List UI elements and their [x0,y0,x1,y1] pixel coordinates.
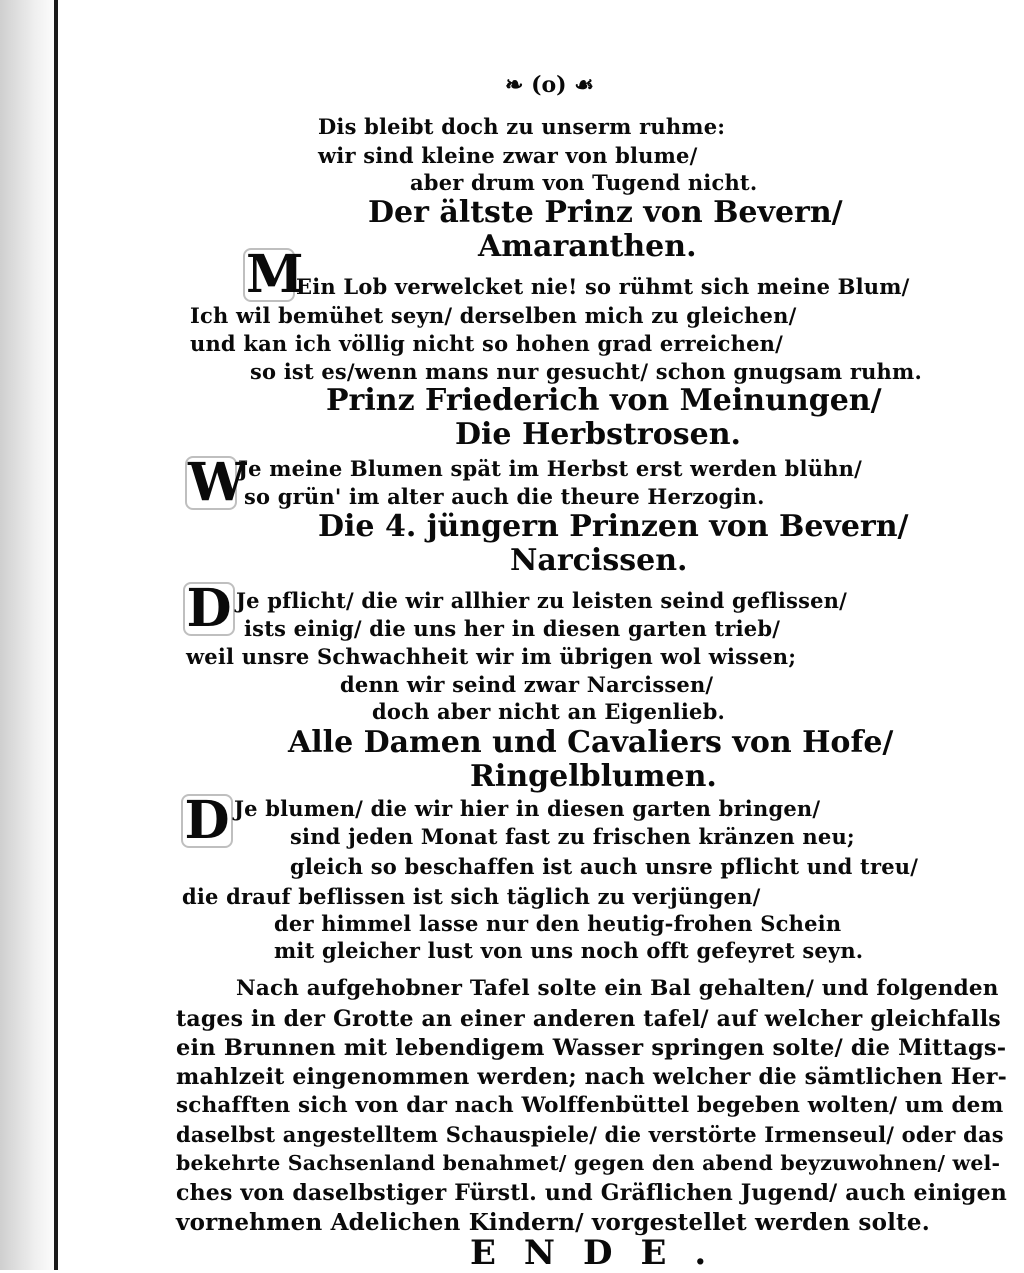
prose-line: Nach aufgehobner Tafel solte ein Bal gehalten/ und folgenden [236,976,999,1001]
prose-line: bekehrte Sachsenland benahmet/ gegen den abend beyzuwohnen/ wel- [176,1151,1001,1175]
verse-line: Je meine Blumen spät im Herbst erst werden blühn/ [238,456,862,481]
prose-line: tages in der Grotte an einer anderen tafel/ auf welcher gleichfalls [176,1006,1001,1032]
verse-line: und kan ich völlig nicht so hohen grad erreichen/ [190,331,784,356]
verse-line: die drauf beflissen ist sich täglich zu verjüngen/ [182,884,761,909]
verse-line: denn wir seind zwar Narcissen/ [340,672,714,697]
section-heading: Prinz Friederich von Meinungen/ [326,383,882,418]
verse-line: sind jeden Monat fast zu frischen kränzen neu; [290,824,855,849]
binding-edge [54,0,58,1270]
prose-line: ches von daselbstiger Fürstl. und Gräflichen Jugend/ auch einigen [176,1180,1008,1206]
prose-line: daselbst angestelltem Schauspiele/ die verstörte Irmenseul/ oder das [176,1122,1004,1147]
initial-capital: D [186,578,232,639]
verse-line: ists einig/ die uns her in diesen garten trieb/ [244,616,781,641]
verse-line: der himmel lasse nur den heutig-frohen Schein [274,911,842,936]
initial-capital: D [184,790,230,851]
prose-line: schafften sich von dar nach Wolffenbüttel begeben wolten/ um dem [176,1093,1004,1118]
section-subheading: Die Herbstrosen. [455,417,741,452]
verse-line: aber drum von Tugend nicht. [410,170,758,195]
verse-line: mit gleicher lust von uns noch offt gefeyret seyn. [274,938,864,963]
page-marker: ❧ (o) ☙ [505,72,594,98]
verse-line: so ist es/wenn mans nur gesucht/ schon gnugsam ruhm. [250,359,922,384]
verse-line: Je pflicht/ die wir allhier zu leisten seind geflissen/ [236,588,848,613]
prose-line: ein Brunnen mit lebendigem Wasser springen solte/ die Mittags- [176,1035,1007,1061]
section-subheading: Amaranthen. [478,229,697,264]
prose-line: vornehmen Adelichen Kindern/ vorgestellet werden solte. [176,1209,930,1236]
binding-gutter [0,0,58,1270]
prose-line: mahlzeit eingenommen werden; nach welcher die sämtlichen Her- [176,1064,1008,1090]
verse-line: weil unsre Schwachheit wir im übrigen wol wissen; [186,644,797,669]
verse-line: so grün' im alter auch die theure Herzogin. [244,484,765,509]
ende-text: ENDE. [470,1233,735,1273]
verse-line: gleich so beschaffen ist auch unsre pflicht und treu/ [290,854,919,879]
initial-capital: M [246,244,304,305]
verse-line: wir sind kleine zwar von blume/ [318,143,698,168]
verse-line: Je blumen/ die wir hier in diesen garten bringen/ [234,796,821,821]
initial-capital: W [188,452,247,513]
verse-line: doch aber nicht an Eigenlieb. [372,699,725,724]
section-heading: Die 4. jüngern Prinzen von Bevern/ [318,509,909,544]
section-heading: Der ältste Prinz von Bevern/ [368,195,843,230]
section-heading: Alle Damen und Cavaliers von Hofe/ [288,725,894,760]
section-subheading: Narcissen. [510,543,688,578]
section-subheading: Ringelblumen. [470,759,717,794]
verse-line: Ein Lob verwelcket nie! so rühmt sich meine Blum/ [296,274,910,299]
verse-line: Dis bleibt doch zu unserm ruhme: [318,114,726,139]
verse-line: Ich wil bemühet seyn/ derselben mich zu gleichen/ [190,303,797,328]
